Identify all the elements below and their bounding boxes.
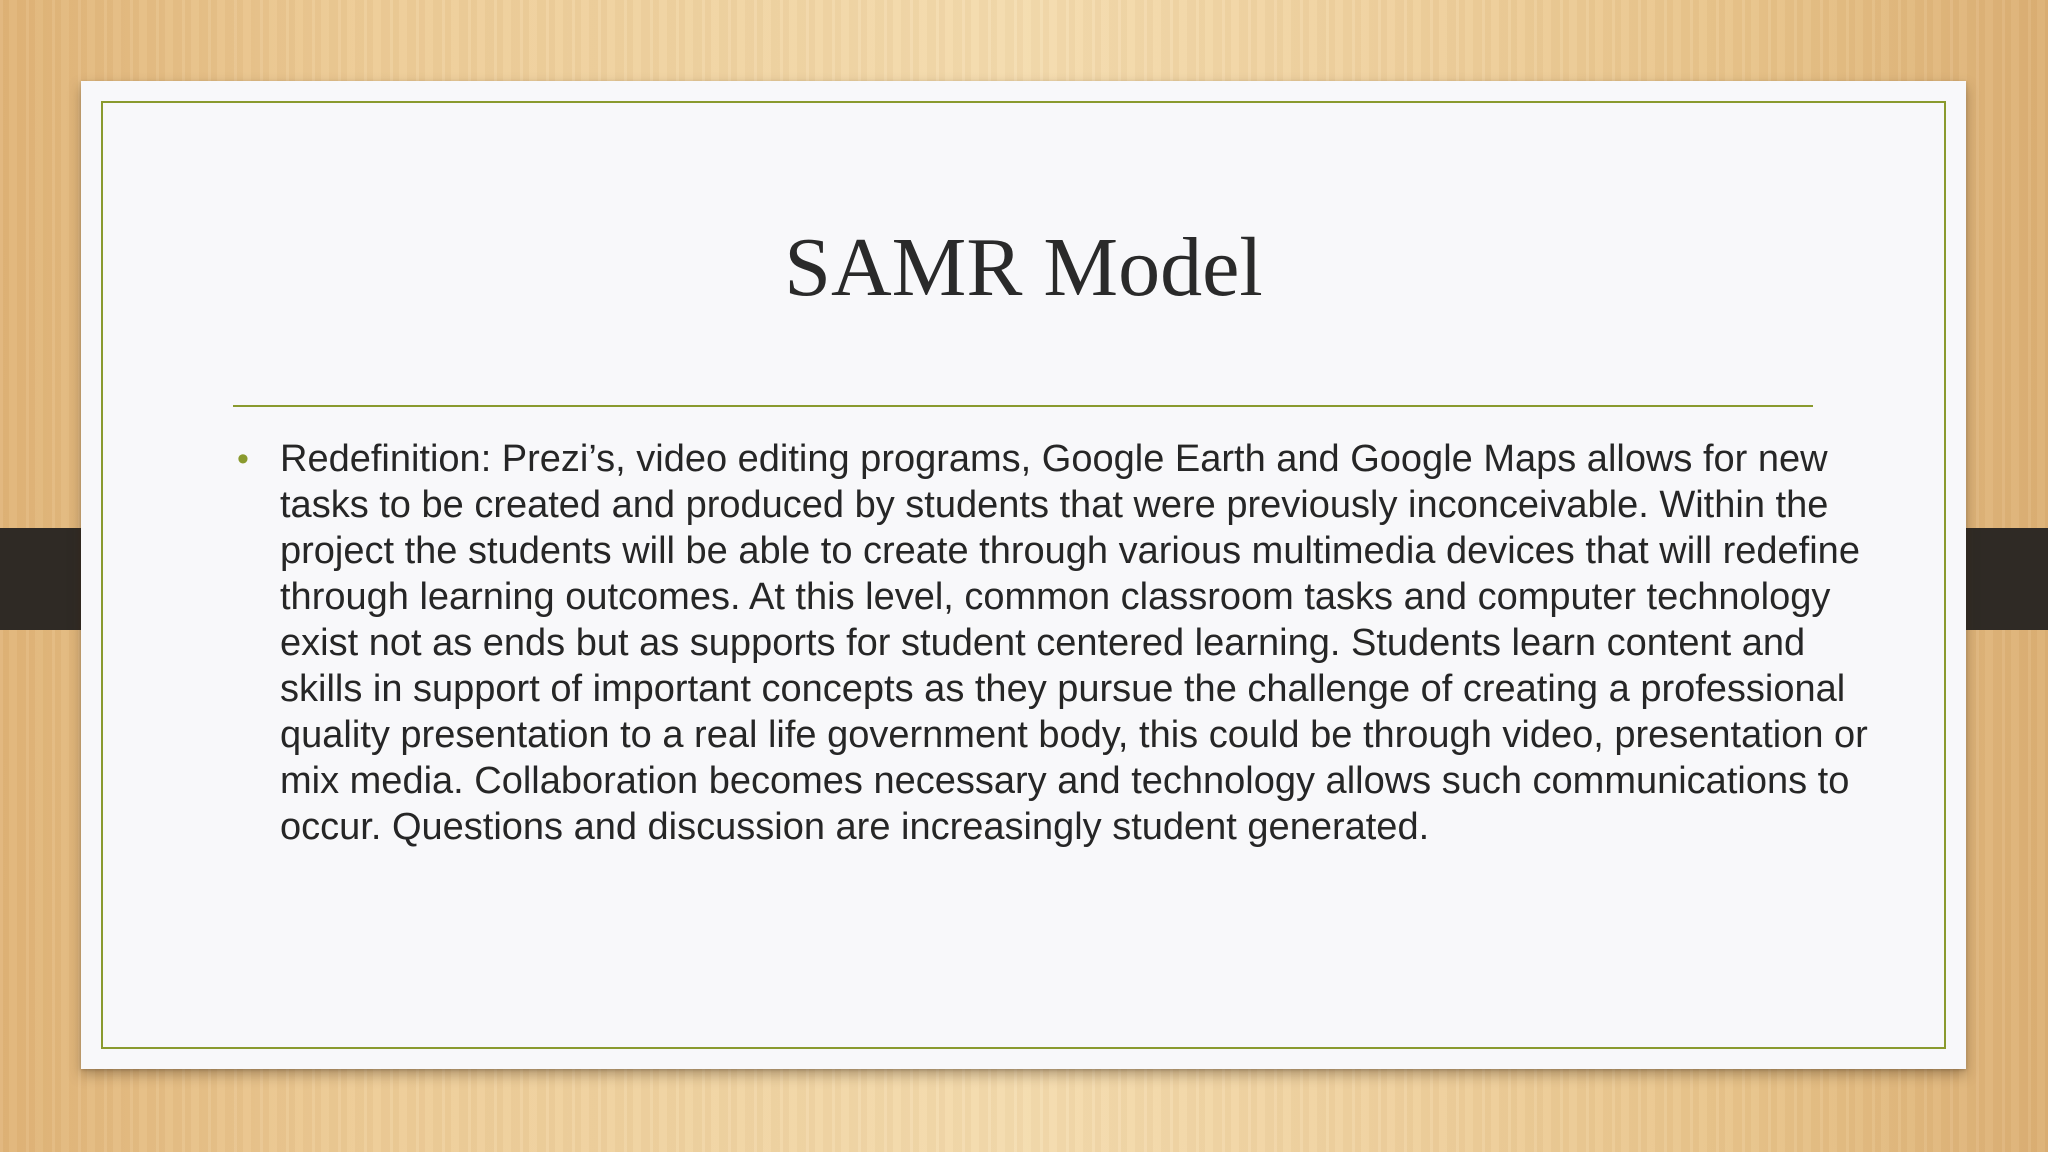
bullet-list [233, 436, 1893, 850]
bullet-item-redefinition [233, 436, 1893, 850]
title-divider [233, 405, 1813, 407]
slide-title: SAMR Model [784, 221, 1263, 314]
bullet-text: Redefinition: Prezi’s, video editing programs, Google Earth and Google Maps allows for new tasks to be created and produced by students that were previously inconceivable. Within the project the students will be able to create through various multimedia devices that will redefine through learning outcomes. At this level, common classroom tasks and computer technology exist not as ends but as supports for student centered learning. Students learn content and skills in support of important concepts as they pursue the challenge of creating a professional quality presentation to a real life government body, this could be through video, presentation or mix media. Collaboration becomes necessary and technology allows such communications to occur. Questions and discussion are increasingly student generated. [280, 438, 1868, 848]
slide-card [81, 81, 1966, 1069]
bullet-marker-icon: • [237, 440, 249, 478]
